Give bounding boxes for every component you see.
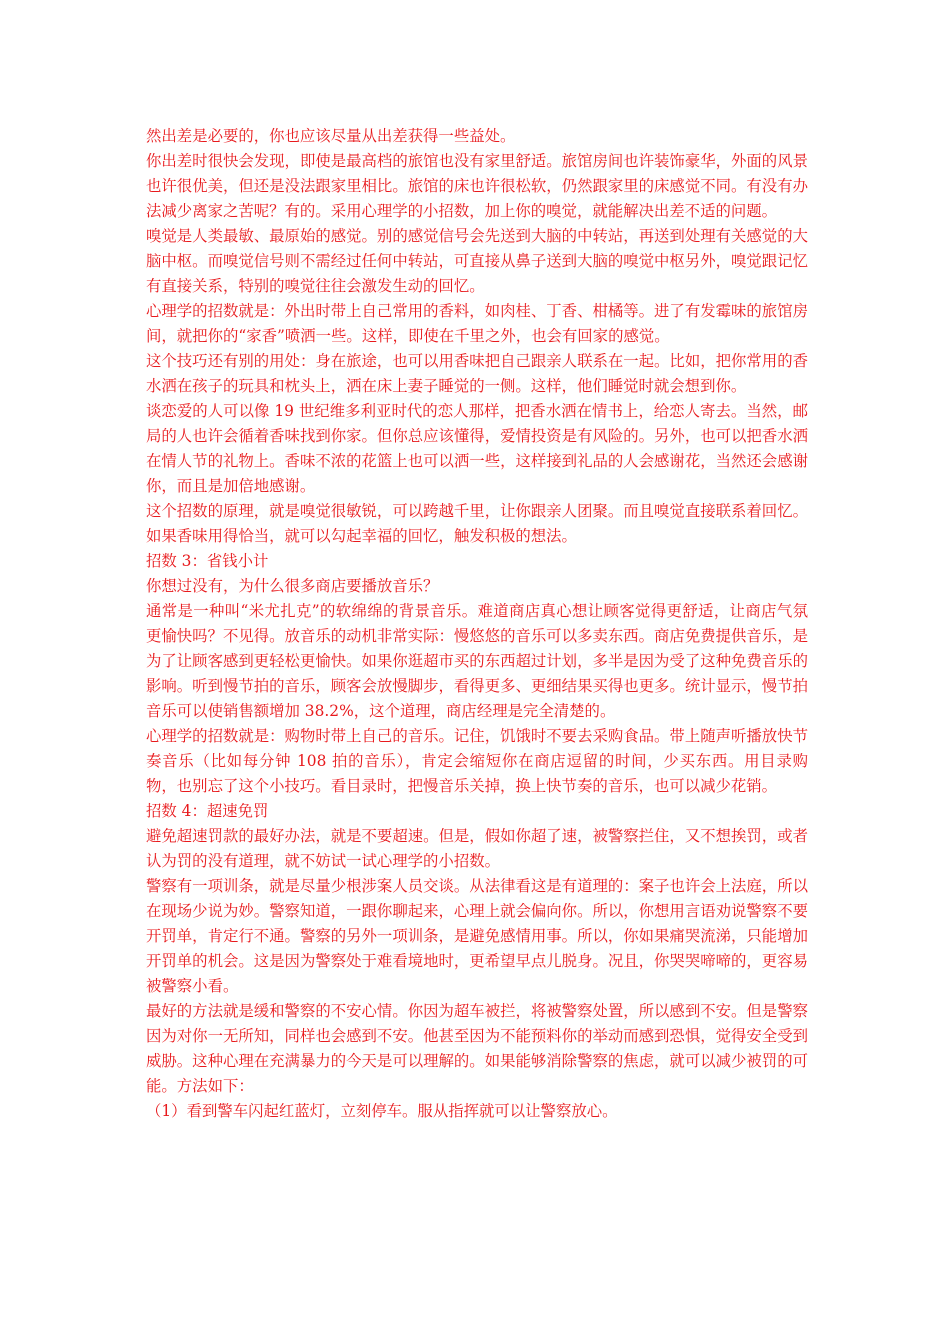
document-body	[146, 124, 808, 1124]
paragraph: 你出差时很快会发现，即使是最高档的旅馆也没有家里舒适。旅馆房间也许装饰豪华，外面的风景也许很优美，但还是没法跟家里相比。旅馆的床也许很松软，仍然跟家里的床感觉不同。有没有办法减少离家之苦呢？有的。采用心理学的小招数，加上你的嗅觉，就能解决出差不适的问题。	[146, 152, 808, 220]
paragraph: 警察有一项训条，就是尽量少根涉案人员交谈。从法律看这是有道理的：案子也许会上法庭，所以在现场少说为妙。警察知道，一跟你聊起来，心理上就会偏向你。所以，你想用言语劝说警察不要开罚单，肯定行不通。警察的另外一项训条，是避免感情用事。所以，你如果痛哭流涕，只能增加开罚单的机会。这是因为警察处于难看境地时，更希望早点儿脱身。况且，你哭哭啼啼的，更容易被警察小看。	[146, 877, 808, 995]
section-heading: 招数 4：超速免罚	[146, 802, 269, 820]
paragraph: 嗅觉是人类最敏、最原始的感觉。别的感觉信号会先送到大脑的中转站，再送到处理有关感觉的大脑中枢。而嗅觉信号则不需经过任何中转站，可直接从鼻子送到大脑的嗅觉中枢另外，嗅觉跟记忆有直接关系，特别的嗅觉往往会激发生动的回忆。	[146, 227, 808, 295]
paragraph: 通常是一种叫“米尤扎克”的软绵绵的背景音乐。难道商店真心想让顾客觉得更舒适，让商店气氛更愉快吗？不见得。放音乐的动机非常实际：慢悠悠的音乐可以多卖东西。商店免费提供音乐，是为了让顾客感到更轻松更愉快。如果你逛超市买的东西超过计划，多半是因为受了这种免费音乐的影响。听到慢节拍的音乐，顾客会放慢脚步，看得更多、更细结果买得也更多。统计显示，慢节拍音乐可以使销售额增加 38.2%，这个道理，商店经理是完全清楚的。	[146, 602, 808, 720]
list-item: （1）看到警车闪起红蓝灯，立刻停车。服从指挥就可以让警察放心。	[146, 1102, 618, 1120]
paragraph: 最好的方法就是缓和警察的不安心情。你因为超车被拦，将被警察处置，所以感到不安。但是警察因为对你一无所知，同样也会感到不安。他甚至因为不能预料你的举动而感到恐惧，觉得安全受到威胁。这种心理在充满暴力的今天是可以理解的。如果能够消除警察的焦虑，就可以减少被罚的可能。方法如下：	[146, 1002, 808, 1095]
section-heading: 招数 3：省钱小计	[146, 552, 269, 570]
paragraph: 这个招数的原理，就是嗅觉很敏锐，可以跨越千里，让你跟亲人团聚。而且嗅觉直接联系着回忆。如果香味用得恰当，就可以勾起幸福的回忆，触发积极的想法。	[146, 502, 808, 545]
paragraph: 然出差是必要的，你也应该尽量从出差获得一些益处。	[146, 127, 516, 145]
paragraph: 这个技巧还有别的用处：身在旅途，也可以用香味把自己跟亲人联系在一起。比如，把你常用的香水洒在孩子的玩具和枕头上，洒在床上妻子睡觉的一侧。这样，他们睡觉时就会想到你。	[146, 352, 808, 395]
paragraph: 你想过没有，为什么很多商店要播放音乐？	[146, 577, 439, 595]
paragraph: 心理学的招数就是：购物时带上自己的音乐。记住，饥饿时不要去采购食品。带上随声听播放快节奏音乐（比如每分钟 108 拍的音乐），肯定会缩短你在商店逗留的时间，少买东西。用目录购物，也别忘了这个小技巧。看目录时，把慢音乐关掉，换上快节奏的音乐，也可以减少花销。	[146, 727, 808, 795]
paragraph: 谈恋爱的人可以像 19 世纪维多利亚时代的恋人那样，把香水洒在情书上，给恋人寄去。当然，邮局的人也许会循着香味找到你家。但你总应该懂得，爱情投资是有风险的。另外，也可以把香水洒在情人节的礼物上。香味不浓的花篮上也可以洒一些，这样接到礼品的人会感谢花，当然还会感谢你，而且是加倍地感谢。	[146, 402, 808, 495]
paragraph: 心理学的招数就是：外出时带上自己常用的香料，如肉桂、丁香、柑橘等。进了有发霉味的旅馆房间，就把你的“家香”喷洒一些。这样，即使在千里之外，也会有回家的感觉。	[146, 302, 808, 345]
paragraph: 避免超速罚款的最好办法，就是不要超速。但是，假如你超了速，被警察拦住，又不想挨罚，或者认为罚的没有道理，就不妨试一试心理学的小招数。	[146, 827, 808, 870]
